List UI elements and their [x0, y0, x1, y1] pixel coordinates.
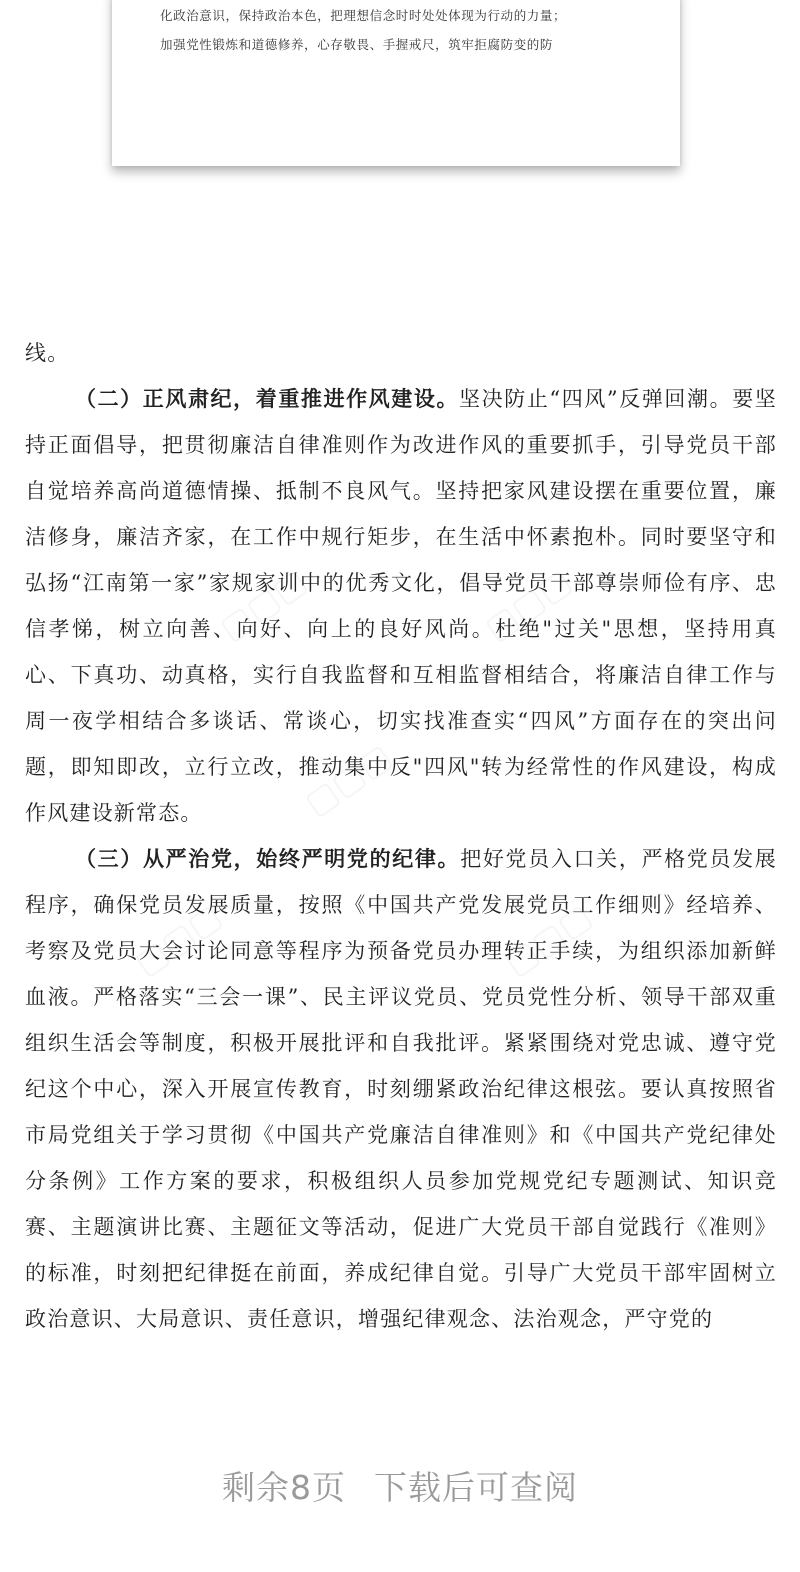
- download-prompt[interactable]: [0, 1462, 800, 1509]
- section-3-heading: （三）从严治党，始终严明党的纪律。: [75, 846, 461, 871]
- section-2-body: 坚决防止“四风”反弹回潮。要坚持正面倡导，把贯彻廉洁自律准则作为改进作风的重要抓手，引导党员干部自觉培养高尚道德情操、抵制不良风气。坚持把家风建设摆在重要位置，廉洁修身，廉洁齐家，在工作中规行矩步，在生活中怀素抱朴。同时要坚守和弘扬“江南第一家”家规家训中的优秀文化，倡导党员干部尊崇师俭有序、忠信孝悌，树立向善、向好、向上的良好风尚。杜绝"过关"思想，坚持用真心、下真功、动真格，实行自我监督和互相监督相结合，将廉洁自律工作与周一夜学相结合多谈话、常谈心，切实找准查实“四风”方面存在的突出问题，即知即改，立行立改，推动集中反"四风"转为经常性的作风建设，构成作风建设新常态。: [25, 387, 777, 825]
- continuation-text: 线。: [25, 341, 70, 365]
- section-3-body: 把好党员入口关，严格党员发展程序，确保党员发展质量，按照《中国共产党发展党员工作细则》经培养、考察及党员大会讨论同意等程序为预备党员办理转正手续，为组织添加新鲜血液。严格落实“三会一课”、民主评议党员、党员党性分析、领导干部双重组织生活会等制度，积极开展批评和自我批评。紧紧围绕对党忠诚、遵守党纪这个中心，深入开展宣传教育，时刻绷紧政治纪律这根弦。要认真按照省市局党组关于学习贯彻《中国共产党廉洁自律准则》和《中国共产党纪律处分条例》工作方案的要求，积极组织人员参加党规党纪专题测试、知识竞赛、主题演讲比赛、主题征文等活动，促进广大党员干部自觉践行《准则》的标准，时刻把纪律挺在前面，养成纪律自觉。引导广大党员干部牢固树立政治意识、大局意识、责任意识，增强纪律观念、法治观念，严守党的: [25, 847, 777, 1331]
- preview-text-line: 加强党性锻炼和道德修养，心存敬畏、手握戒尺，筑牢拒腐防变的防: [160, 37, 554, 52]
- section-3-paragraph: [25, 836, 777, 1342]
- watermark-logo: ▢▢▢: [297, 735, 400, 825]
- watermark-logo: ▢▢▢: [212, 560, 315, 650]
- section-2-heading: （二）正风肃纪，着重推进作风建设。: [75, 386, 460, 411]
- previous-page-preview: [112, 0, 680, 166]
- section-2-paragraph: [25, 376, 777, 836]
- download-to-view-label: 下载后可查阅: [374, 1468, 578, 1507]
- watermark-logo: ▢▢▢: [497, 895, 600, 985]
- document-body: [25, 330, 777, 1342]
- watermark-logo: ▢▢▢: [477, 560, 580, 650]
- preview-text-line: 化政治意识，保持政治本色，把理想信念时时处处体现为行动的力量；: [160, 8, 567, 23]
- watermark-logo: ▢▢▢: [127, 895, 230, 985]
- remaining-pages-label: 剩余8页: [222, 1468, 346, 1507]
